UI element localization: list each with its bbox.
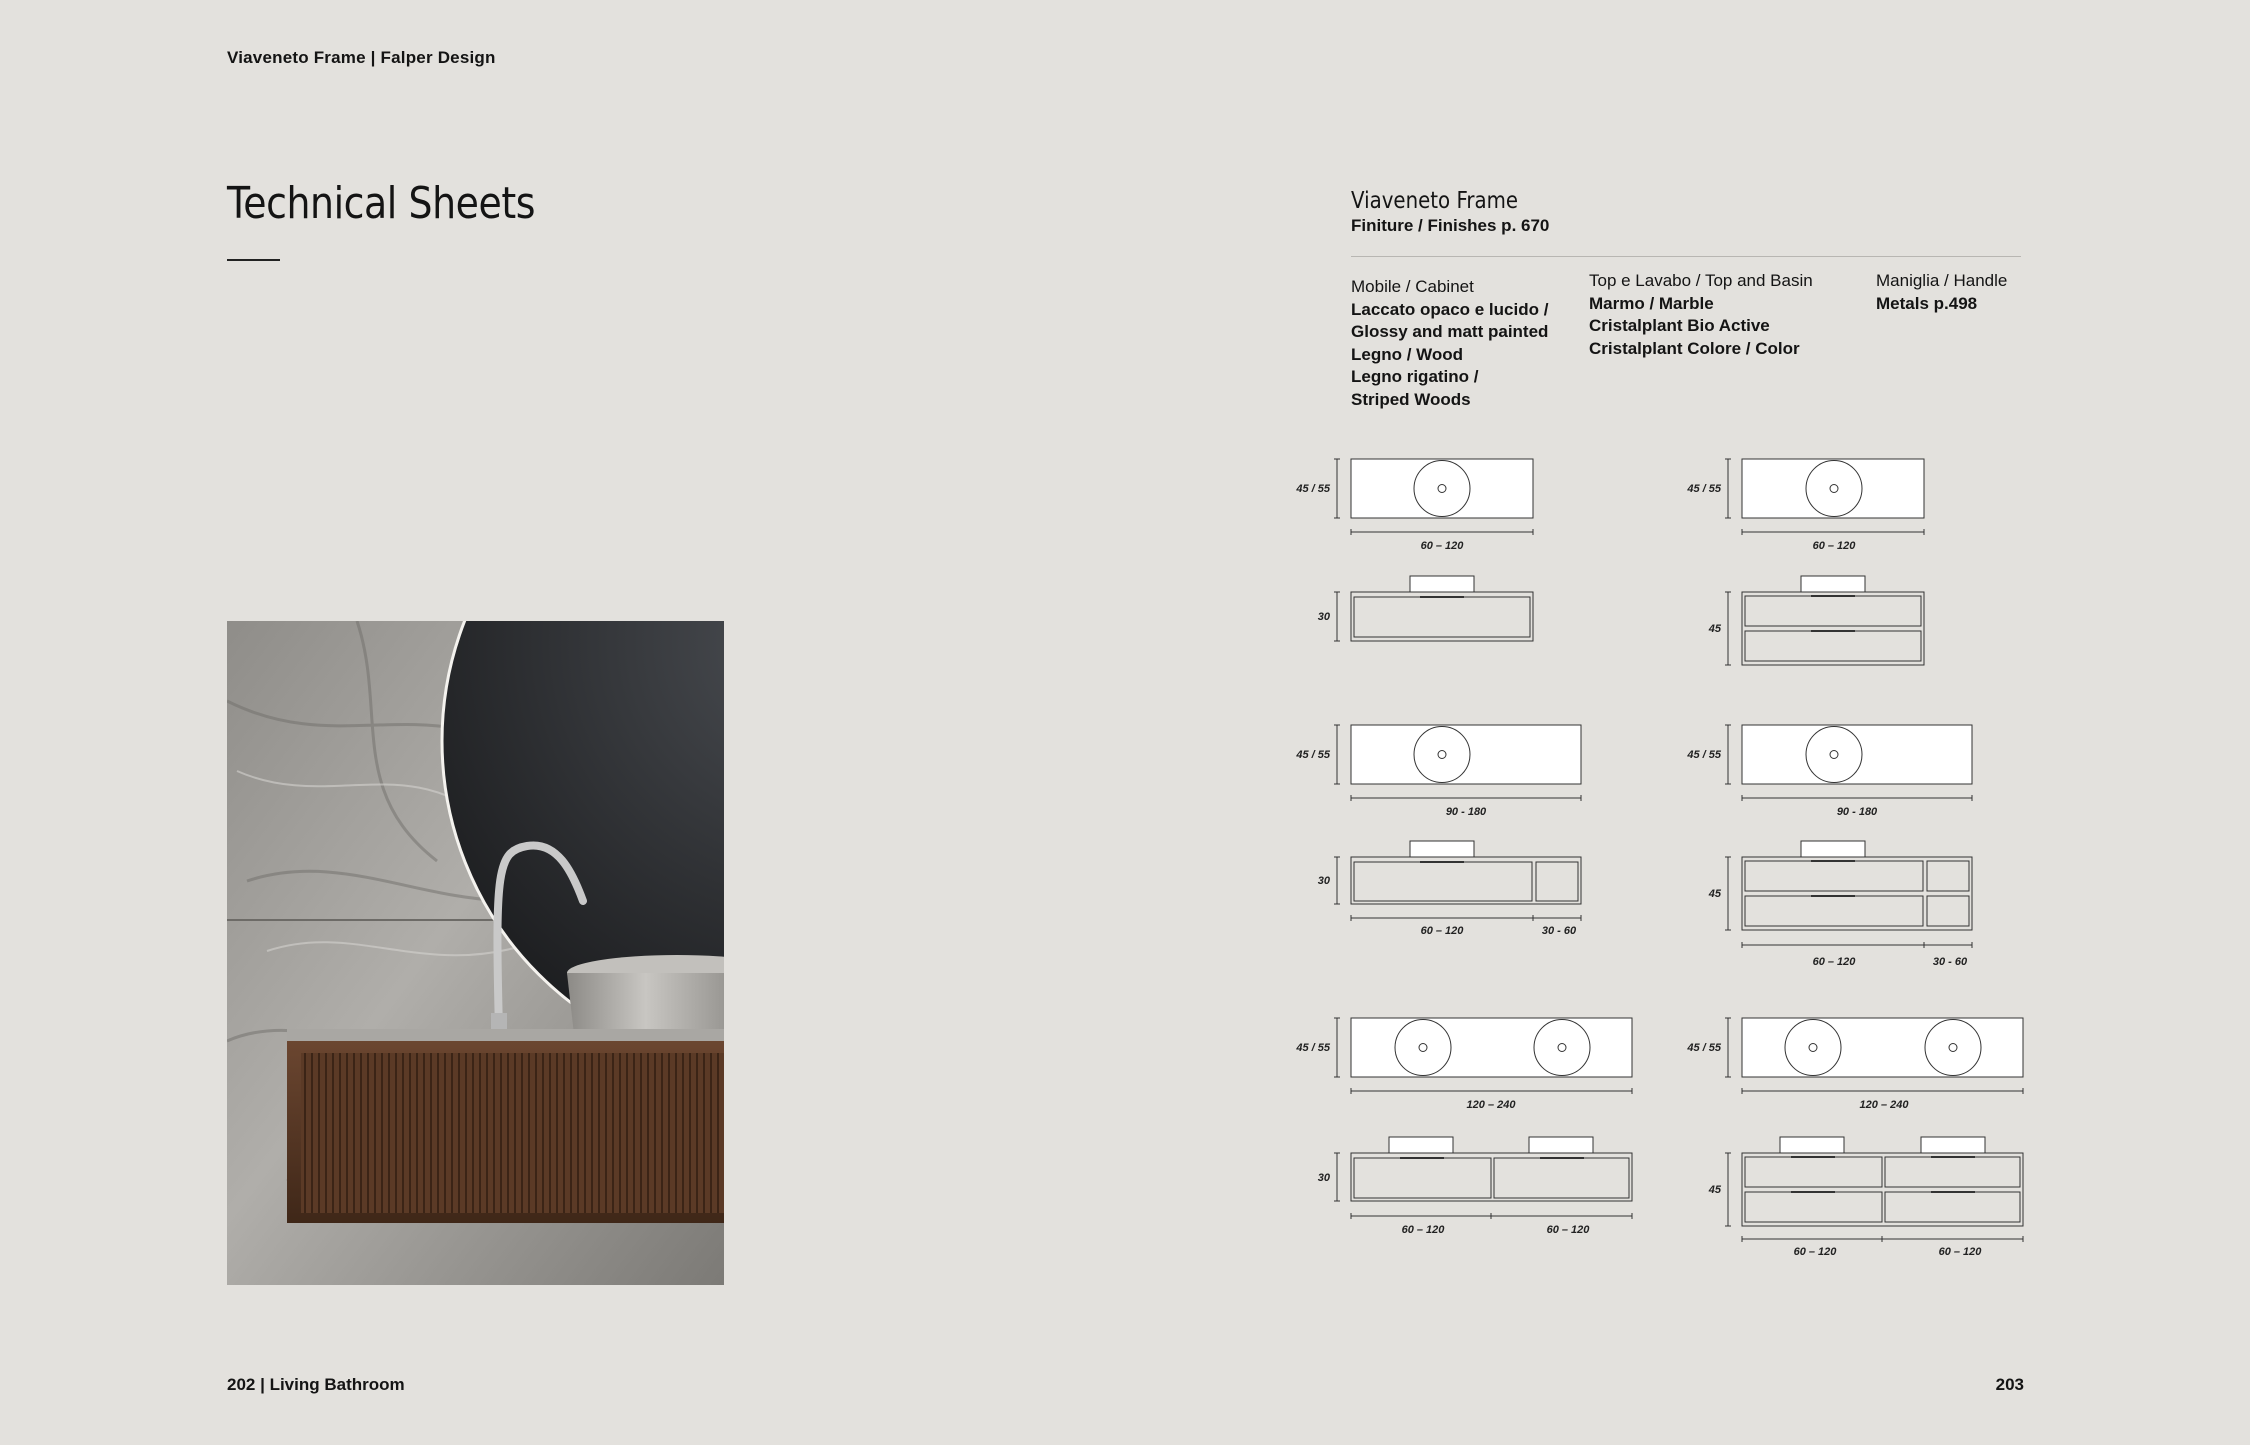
handle-label: Maniglia / Handle [1876,271,2008,290]
dim-depth: 45 / 55 [1687,749,1721,761]
elevation-double-side-45 [1725,841,1972,948]
dim-depth: 45 / 55 [1296,1042,1330,1054]
elevation-quad-drawer-45 [1725,1137,2023,1242]
dim-width-side: 30 - 60 [1541,925,1577,937]
dim-height: 45 [1708,1184,1721,1196]
handle-value: Metals p.498 [1876,293,1978,313]
spec-divider [1351,256,2021,257]
footer-page-right: 203 [1995,1375,2024,1394]
cabinet-spec [1351,276,1548,411]
plan-view-single-90 [1334,725,1581,801]
cabinet-value: Legno / Wood [1351,344,1464,364]
dim-width-side: 30 - 60 [1932,956,1968,968]
dim-width-main: 60 – 120 [1420,925,1464,937]
dim-height: 30 [1317,875,1330,887]
elevation-single-30 [1334,576,1533,641]
cabinet-value: Glossy and matt painted [1351,322,1549,341]
plan-view-single-60-alt [1725,459,1924,535]
finishes-reference: Finiture / Finishes p. 670 [1351,216,1550,235]
dim-width: 90 - 180 [1836,806,1878,818]
top-basin-spec [1589,270,1813,360]
plan-view-double-120-alt [1725,1018,2023,1094]
dim-depth: 45 / 55 [1296,483,1330,495]
dim-width-b: 60 – 120 [1546,1224,1590,1236]
cabinet-value: Striped Woods [1351,389,1471,409]
technical-drawings [1280,440,2040,1280]
dim-height: 45 [1708,888,1721,900]
top-basin-value: Cristalplant Colore / Color [1589,338,1800,358]
title-underline [227,259,280,261]
dim-width-a: 60 – 120 [1793,1246,1837,1258]
dim-width: 60 – 120 [1812,540,1856,552]
dim-depth: 45 / 55 [1296,749,1330,761]
plan-view-single-60 [1334,459,1533,535]
footer-page-left: 202 | Living Bathroom [227,1375,405,1394]
dim-width: 120 – 240 [1466,1099,1516,1111]
cabinet-value: Legno rigatino / [1351,367,1479,386]
elevation-single-side-30 [1334,841,1581,921]
dim-width: 60 – 120 [1420,540,1464,552]
cabinet-value: Laccato opaco e lucido / [1351,299,1549,319]
running-header: Viaveneto Frame | Falper Design [227,48,496,67]
dim-height: 30 [1317,1172,1330,1184]
dim-width: 90 - 180 [1445,806,1487,818]
plan-view-single-90-alt [1725,725,1972,801]
top-basin-value: Cristalplant Bio Active [1589,316,1770,335]
dim-width-a: 60 – 120 [1401,1224,1445,1236]
plan-view-double-120 [1334,1018,1632,1094]
dim-depth: 45 / 55 [1687,1042,1721,1054]
top-basin-value: Marmo / Marble [1589,293,1714,313]
washbasin-photo [227,621,724,1285]
dim-depth: 45 / 55 [1687,483,1721,495]
dim-height: 30 [1317,611,1330,623]
dim-height: 45 [1708,623,1721,635]
page-title: Technical Sheets [227,178,536,229]
handle-spec [1876,270,2007,315]
dim-width: 120 – 240 [1859,1099,1909,1111]
elevation-double-30 [1334,1137,1632,1219]
dim-width-b: 60 – 120 [1938,1246,1982,1258]
top-basin-label: Top e Lavabo / Top and Basin [1589,271,1813,290]
elevation-double-drawer-45 [1725,576,1924,665]
dim-width-main: 60 – 120 [1812,956,1856,968]
product-name: Viaveneto Frame [1351,188,1519,214]
cabinet-label: Mobile / Cabinet [1351,277,1474,296]
